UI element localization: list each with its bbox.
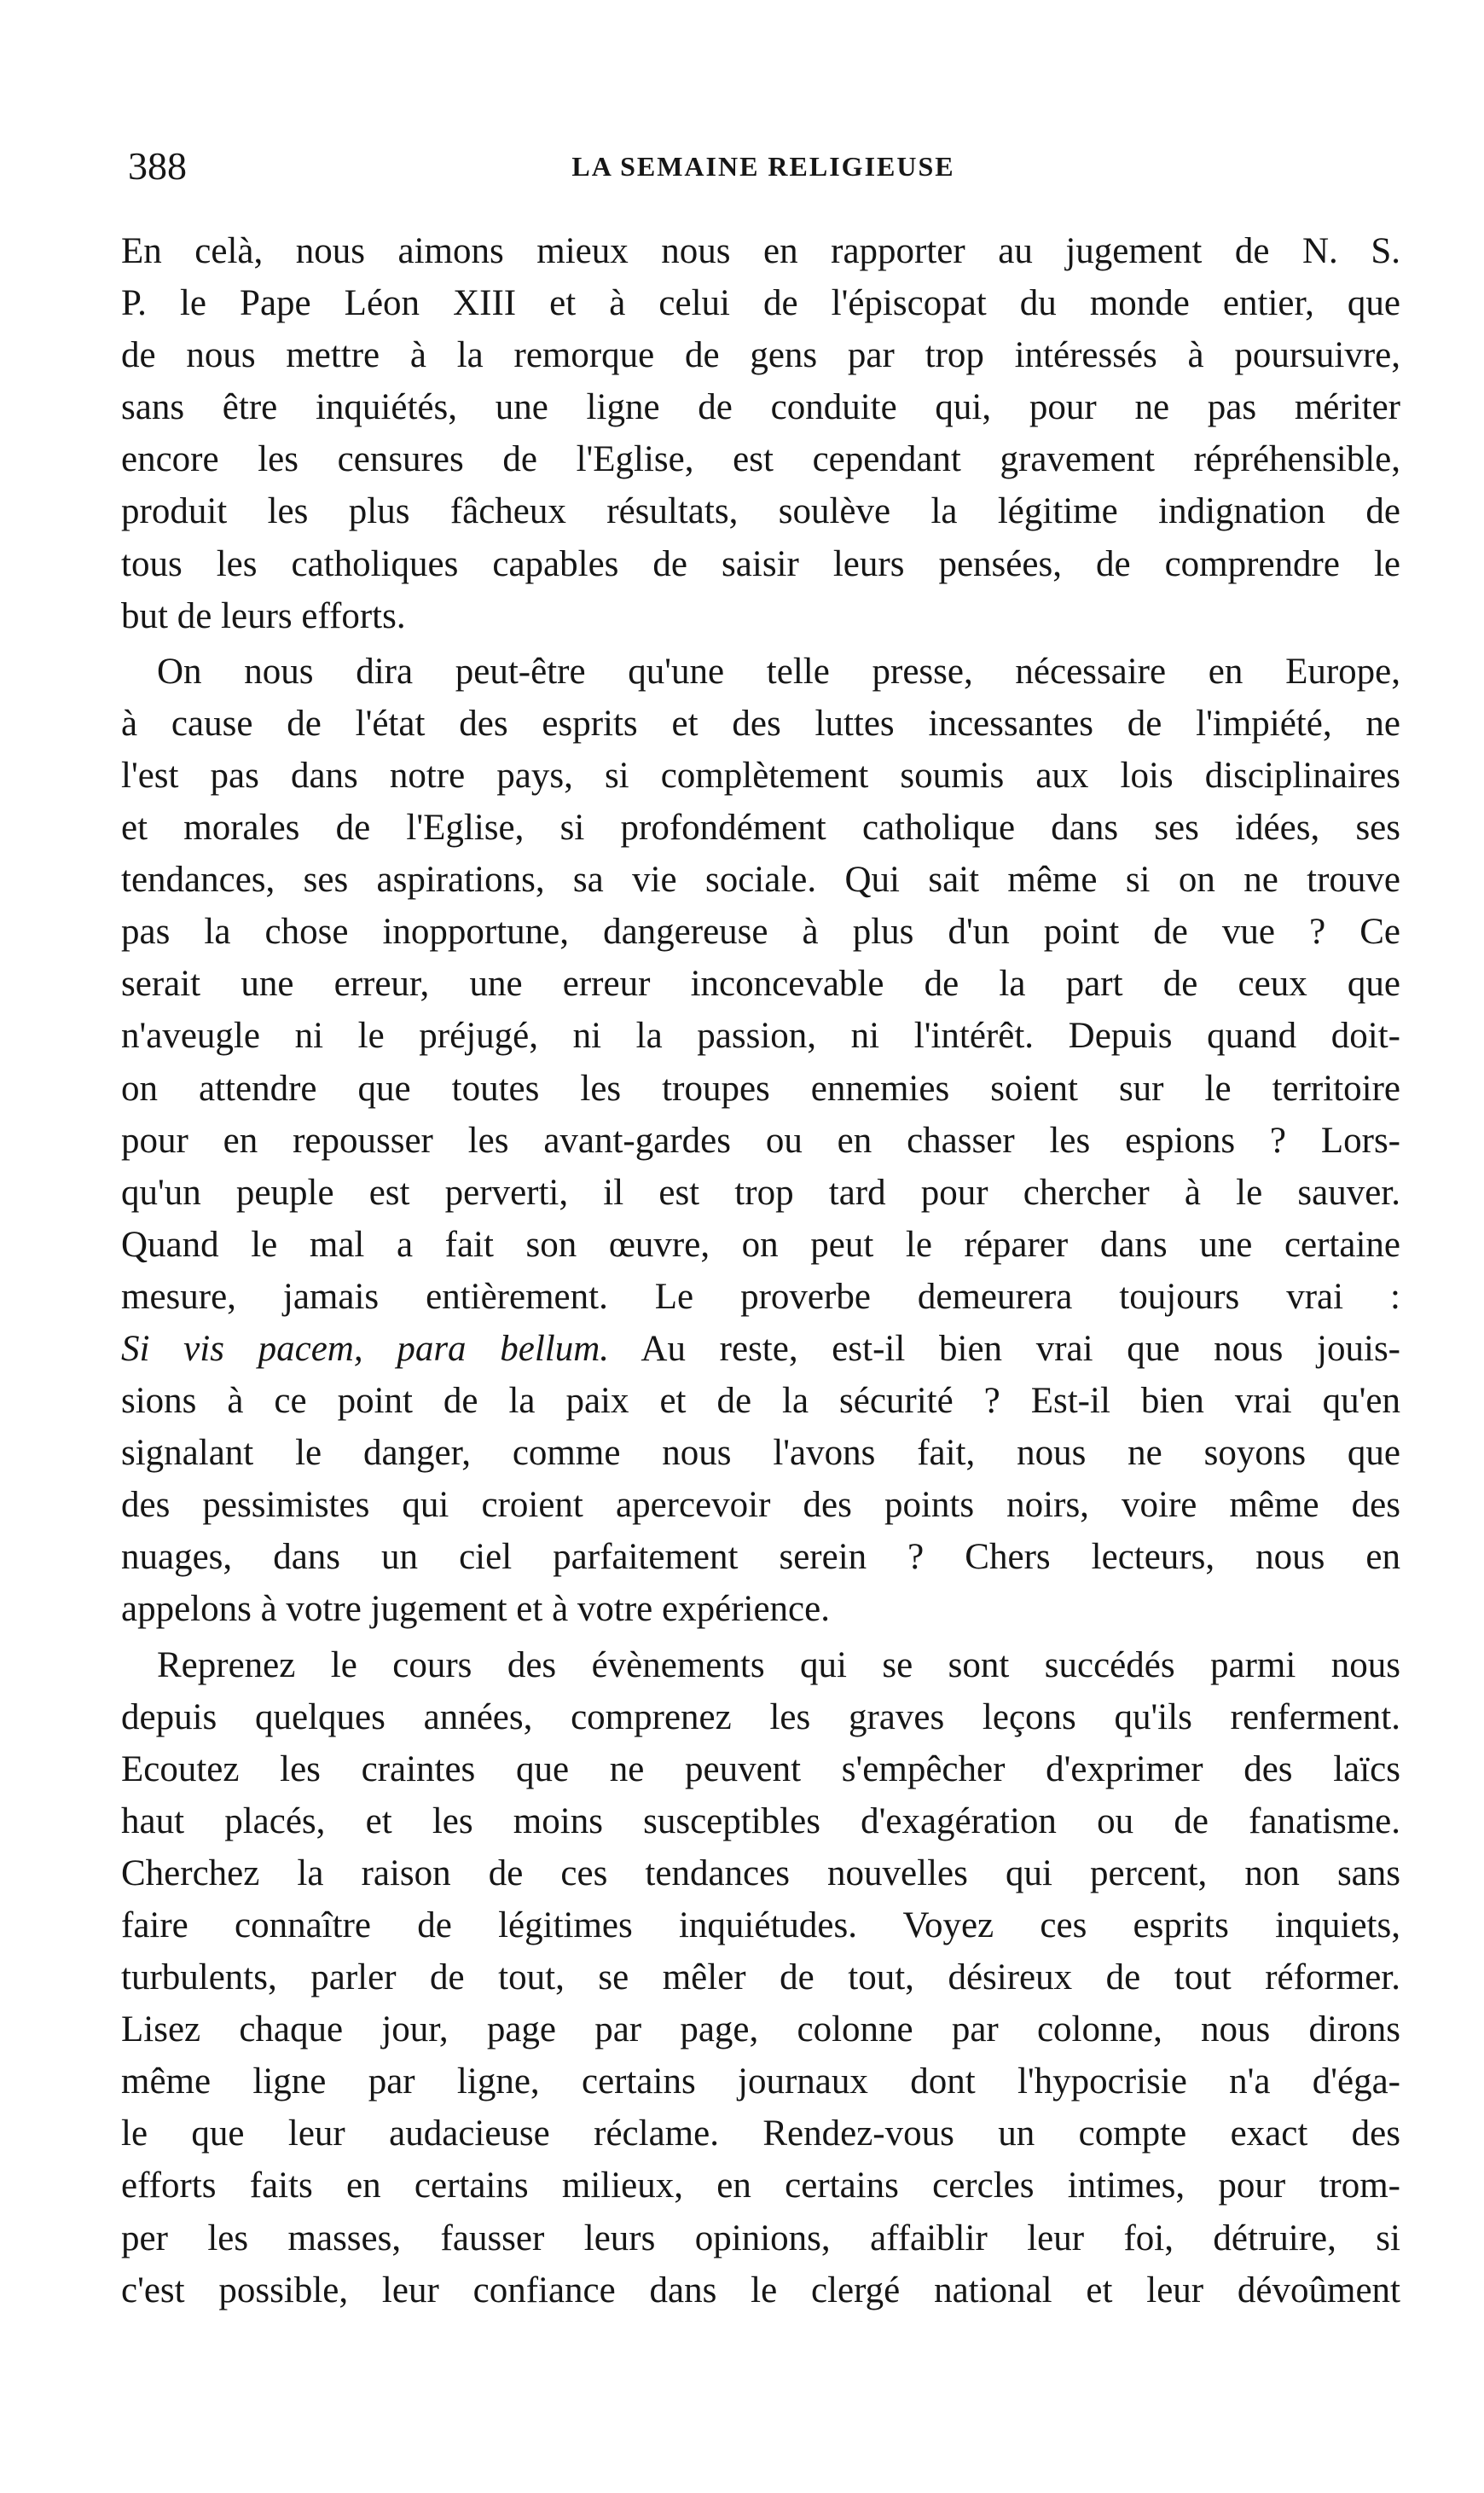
text-line: n'aveugle ni le préjugé, ni la passion, ni l'intérêt. Depuis quand doit- bbox=[121, 1016, 1400, 1057]
text-line: faire connaître de légitimes inquiétudes. Voyez ces esprits inquiets, bbox=[121, 1905, 1400, 1945]
text-line-with-italic bbox=[121, 1323, 1400, 1375]
text-line: Quand le mal a fait son œuvre, on peut le réparer dans une certaine bbox=[121, 1224, 1400, 1265]
text-line: tous les catholiques capables de saisir leurs pensées, de comprendre le bbox=[121, 543, 1400, 584]
text-line: sans être inquiétés, une ligne de conduite qui, pour ne pas mériter bbox=[121, 387, 1400, 428]
text-line: Ecoutez les craintes que ne peuvent s'empêcher d'exprimer des laïcs bbox=[121, 1748, 1400, 1789]
text-line: En celà, nous aimons mieux nous en rapporter au jugement de N. S. bbox=[121, 231, 1400, 271]
text-line: et morales de l'Eglise, si profondément catholique dans ses idées, ses bbox=[121, 808, 1400, 849]
text-line: produit les plus fâcheux résultats, soulève la légitime indignation de bbox=[121, 491, 1400, 532]
text-line: haut placés, et les moins susceptibles d'exagération ou de fanatisme. bbox=[121, 1800, 1400, 1841]
text-line: encore les censures de l'Eglise, est cependant gravement répréhensible, bbox=[121, 439, 1400, 480]
text-line: P. le Pape Léon XIII et à celui de l'épiscopat du monde entier, que bbox=[121, 283, 1400, 324]
text-line: de nous mettre à la remorque de gens par trop intéressés à poursuivre, bbox=[121, 335, 1400, 376]
text-line: On nous dira peut-être qu'une telle presse, nécessaire en Europe, bbox=[157, 651, 1400, 692]
text-line: pas la chose inopportune, dangereuse à plus d'un point de vue ? Ce bbox=[121, 912, 1400, 953]
text-line: Lisez chaque jour, page par page, colonne par colonne, nous dirons bbox=[121, 2009, 1400, 2050]
text-line: appelons à votre jugement et à votre expérience. bbox=[121, 1589, 830, 1630]
text-line: à cause de l'état des esprits et des luttes incessantes de l'impiété, ne bbox=[121, 703, 1400, 744]
text-line: des pessimistes qui croient apercevoir des points noirs, voire même des bbox=[121, 1485, 1400, 1526]
text-line: tendances, ses aspirations, sa vie sociale. Qui sait même si on ne trouve bbox=[121, 860, 1400, 901]
text-line: Cherchez la raison de ces tendances nouvelles qui percent, non sans bbox=[121, 1852, 1400, 1893]
text-line: qu'un peuple est perverti, il est trop tard pour chercher à le sauver. bbox=[121, 1172, 1400, 1213]
text-line: l'est pas dans notre pays, si complètement soumis aux lois disciplinaires bbox=[121, 755, 1400, 796]
text-line: but de leurs efforts. bbox=[121, 595, 406, 636]
text-line: depuis quelques années, comprenez les graves leçons qu'ils renferment. bbox=[121, 1696, 1400, 1737]
text-line: même ligne par ligne, certains journaux dont l'hypocrisie n'a d'éga- bbox=[121, 2061, 1400, 2102]
text-line: mesure, jamais entièrement. Le proverbe demeurera toujours vrai : bbox=[121, 1276, 1400, 1317]
text-line: nuages, dans un ciel parfaitement serein ? Chers lecteurs, nous en bbox=[121, 1537, 1400, 1578]
header-title: LA SEMAINE RELIGIEUSE bbox=[571, 151, 955, 182]
running-head bbox=[128, 136, 1399, 196]
page-number: 388 bbox=[128, 144, 187, 188]
text-line: turbulents, parler de tout, se mêler de tout, désireux de tout réformer. bbox=[121, 1957, 1400, 1998]
text-line: on attendre que toutes les troupes ennemies soient sur le territoire bbox=[121, 1068, 1400, 1109]
text-line: c'est possible, leur confiance dans le clergé national et leur dévoûment bbox=[121, 2270, 1400, 2310]
text-line: Reprenez le cours des évènements qui se sont succédés parmi nous bbox=[157, 1644, 1400, 1685]
text-line: pour en repousser les avant-gardes ou en chasser les espions ? Lors- bbox=[121, 1120, 1400, 1161]
italic-proverb: Si vis pacem, para bellum. bbox=[121, 1328, 610, 1369]
text-line: le que leur audacieuse réclame. Rendez-vous un compte exact des bbox=[121, 2113, 1400, 2154]
text-line: serait une erreur, une erreur inconcevable de la part de ceux que bbox=[121, 964, 1400, 1005]
text-line: per les masses, fausser leurs opinions, affaiblir leur foi, détruire, si bbox=[121, 2218, 1400, 2258]
body-text bbox=[121, 225, 1400, 2316]
text-line: efforts faits en certains milieux, en certains cercles intimes, pour trom- bbox=[121, 2165, 1400, 2206]
text-line: signalant le danger, comme nous l'avons fait, nous ne soyons que bbox=[121, 1433, 1400, 1474]
text-line: sions à ce point de la paix et de la sécurité ? Est-il bien vrai qu'en bbox=[121, 1381, 1400, 1422]
text-line-rest: Au reste, est-il bien vrai que nous jouis- bbox=[641, 1328, 1400, 1369]
